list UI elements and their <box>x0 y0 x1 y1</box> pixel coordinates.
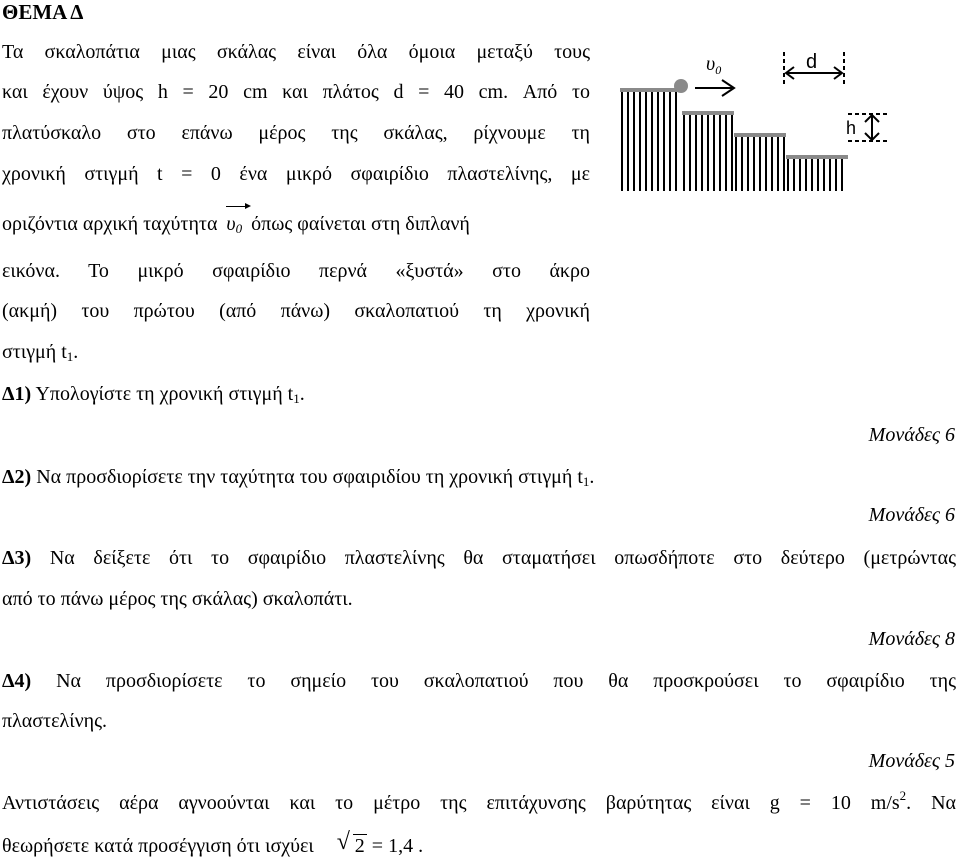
intro-line-5 <box>2 212 580 236</box>
step-tread <box>682 111 734 115</box>
velocity-label: $\upsilon_0$ <box>706 53 722 77</box>
question-3-line-2: από το πάνω μέρος της σκάλας) σκαλοπάτι. <box>2 588 353 610</box>
page-title: ΘΕΜΑ Δ <box>2 0 84 24</box>
velocity-letter: υ <box>226 213 236 235</box>
footer-line-1-text: Αντιστάσεις αέρα αγνοούνται και το μέτρο της επιτάχυνσης βαρύτητας είναι g = 10 m/s <box>2 792 900 814</box>
intro-line-8-text: στιγμή t <box>2 341 67 363</box>
question-2-text: Να προσδιορίσετε την ταχύτητα του σφαιριδίου τη χρονική στιγμή t <box>36 466 583 488</box>
staircase-hatching <box>622 91 842 191</box>
height-label: h <box>846 118 857 138</box>
footer-line-2-text: θεωρήσετε κατά προσέγγιση ότι ισχύει <box>2 835 314 857</box>
radical-sign-icon: √ <box>336 829 350 855</box>
footer-line-1 <box>2 788 957 815</box>
question-4-label: Δ4) <box>2 670 32 692</box>
intro-line-7: (ακμή) του πρώτου (από πάνω) σκαλοπατιού τη χρονική <box>2 300 590 322</box>
question-1 <box>2 382 305 406</box>
intro-line-4: χρονική στιγμή t = 0 ένα μικρό σφαιρίδιο πλαστελίνης, με <box>2 163 590 185</box>
intro-line-3: πλατύσκαλο στο επάνω μέρος της σκάλας, ρίχνουμε τη <box>2 122 590 144</box>
footer-line-2 <box>2 829 424 858</box>
question-2-end: . <box>589 466 595 488</box>
step-tread <box>786 155 848 159</box>
intro-line-2: και έχουν ύψος h = 20 cm και πλάτος d = 40 cm. Από το <box>2 81 590 103</box>
question-3-label: Δ3) <box>2 547 32 569</box>
question-1-label: Δ1) <box>2 383 32 405</box>
question-4-line-1 <box>2 669 956 693</box>
question-2 <box>2 465 594 489</box>
intro-line-8-sub: 1 <box>66 349 74 364</box>
footer-line-1-end: . Να <box>906 792 957 814</box>
question-2-label: Δ2) <box>2 466 32 488</box>
sqrt-expression <box>336 829 367 858</box>
question-4-text: Να προσδιορίσετε το σημείο του σκαλοπατιού που θα προσκρούσει το σφαιρίδιο της <box>56 670 957 692</box>
intro-line-5-end: όπως φαίνεται στη διπλανή <box>251 213 470 235</box>
question-1-text: Υπολογίστε τη χρονική στιγμή t <box>35 383 294 405</box>
question-2-marks: Μονάδες 6 <box>868 504 955 526</box>
velocity-symbol <box>222 212 246 236</box>
question-1-marks: Μονάδες 6 <box>868 424 955 446</box>
width-label: d <box>806 51 818 73</box>
intro-line-1: Τα σκαλοπάτια μιας σκάλας είναι όλα όμοια μεταξύ τους <box>2 41 590 63</box>
velocity-subscript: 0 <box>235 221 243 236</box>
ball-icon <box>674 79 688 93</box>
step-tread <box>620 88 682 92</box>
sqrt-radicand: 2 <box>354 835 365 857</box>
intro-line-5-start: οριζόντια αρχική ταχύτητα <box>2 213 218 235</box>
question-4-line-2: πλαστελίνης. <box>2 710 107 732</box>
question-3-text: Να δείξετε ότι το σφαιρίδιο πλαστελίνης θα σταματήσει οπωσδήποτε στο δεύτερο (μετρώντας <box>49 547 956 569</box>
sqrt-value: = 1,4 . <box>371 835 424 857</box>
question-2-sub: 1 <box>582 474 590 489</box>
question-3-marks: Μονάδες 8 <box>868 628 955 650</box>
question-3-line-1 <box>2 546 956 570</box>
footer-line-1-sup: 2 <box>899 788 907 803</box>
question-4-marks: Μονάδες 5 <box>868 750 955 772</box>
step-tread <box>734 133 786 137</box>
staircase-steps <box>620 88 848 159</box>
question-1-sub: 1 <box>293 391 300 406</box>
staircase-figure <box>612 46 952 194</box>
intro-line-8 <box>2 340 78 364</box>
intro-line-8-end: . <box>73 341 79 363</box>
intro-line-6: εικόνα. Το μικρό σφαιρίδιο περνά «ξυστά» στο άκρο <box>2 260 590 282</box>
question-1-end: . <box>299 383 305 405</box>
